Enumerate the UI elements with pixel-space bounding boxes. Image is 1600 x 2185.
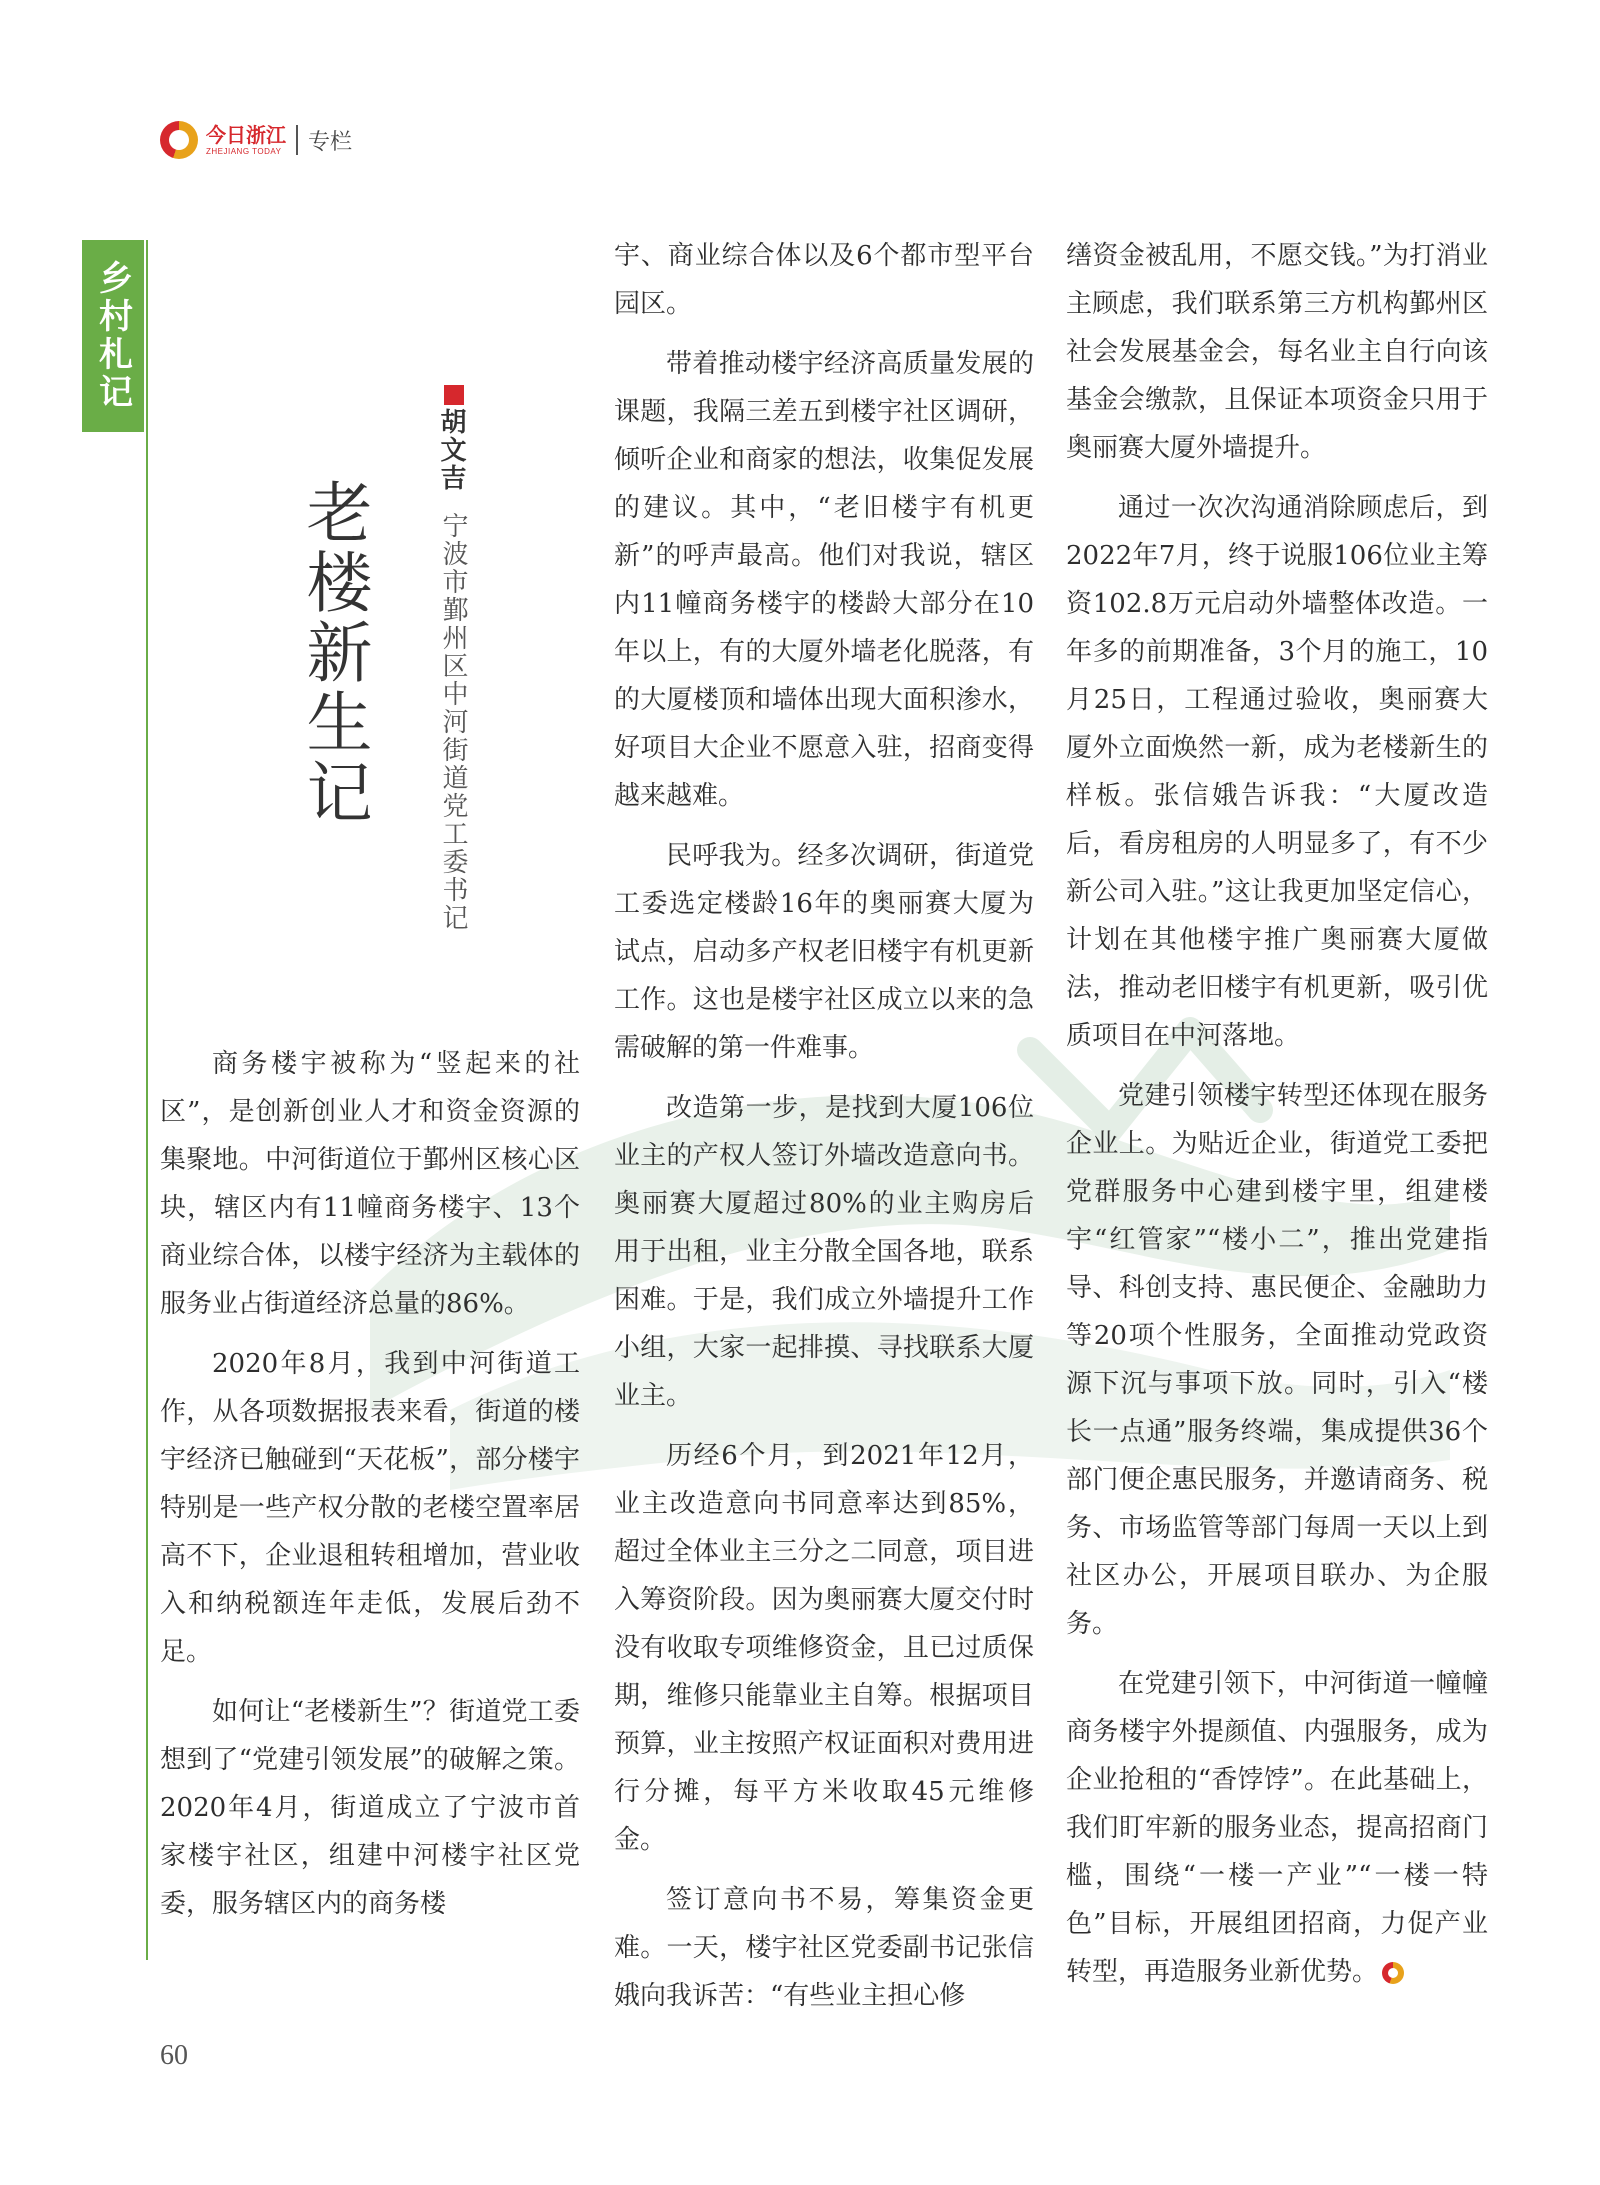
author-name: 胡文吉	[436, 408, 466, 492]
header-divider	[296, 125, 298, 155]
section-label: 专栏	[308, 129, 353, 155]
paragraph-continued: 宇、商业综合体以及6个都市型平台园区。	[614, 241, 1034, 319]
logo-cn-text: 今日浙江	[206, 122, 286, 147]
paragraph: 2020年8月，我到中河街道工作，从各项数据报表来看，街道的楼宇经济已触碰到“天花板”，部分楼宇特别是一些产权分散的老楼空置率居高不下，企业退租转租增加，营业收入和纳税额连年走低，发展后劲不足。	[160, 1349, 580, 1667]
text-column-2	[614, 232, 1034, 2032]
paragraph: 改造第一步，是找到大厦106位业主的产权人签订外墙改造意向书。奥丽赛大厦超过80%的业主购房后用于出租，业主分散全国各地，联系困难。于是，我们成立外墙提升工作小组，大家一起排摸、寻找联系大厦业主。	[614, 1093, 1034, 1411]
text-column-1	[160, 1040, 580, 1940]
end-mark-icon	[1382, 1962, 1404, 1984]
column-tag: 乡村札记	[82, 240, 144, 432]
left-rule-divider	[146, 240, 148, 1960]
paragraph: 带着推动楼宇经济高质量发展的课题，我隔三差五到楼宇社区调研，倾听企业和商家的想法，收集促发展的建议。其中，“老旧楼宇有机更新”的呼声最高。他们对我说，辖区内11幢商务楼宇的楼龄大部分在10年以上，有的大厦外墙老化脱落，有的大厦楼顶和墙体出现大面积渗水，好项目大企业不愿意入驻，招商变得越来越难。	[614, 349, 1034, 811]
paragraph-last	[1066, 1660, 1488, 1996]
page-header	[160, 118, 352, 162]
magazine-logo-icon	[160, 121, 198, 159]
paragraph: 通过一次次沟通消除顾虑后，到2022年7月，终于说服106位业主筹资102.8万元启动外墙整体改造。一年多的前期准备，3个月的施工，10月25日，工程通过验收，奥丽赛大厦外立面焕然一新，成为老楼新生的样板。张信娥告诉我：“大厦改造后，看房租房的人明显多了，有不少新公司入驻。”这让我更加坚定信心，计划在其他楼宇推广奥丽赛大厦做法，推动老旧楼宇有机更新，吸引优质项目在中河落地。	[1066, 493, 1488, 1051]
text-column-3	[1066, 232, 1488, 2008]
paragraph: 历经6个月，到2021年12月，业主改造意向书同意率达到85%，超过全体业主三分之二同意，项目进入筹资阶段。因为奥丽赛大厦交付时没有收取专项维修资金，且已过质保期，维修只能靠业主自筹。根据项目预算，业主按照产权证面积对费用进行分摊，每平方米收取45元维修金。	[614, 1441, 1034, 1855]
paragraph-continued: 缮资金被乱用，不愿交钱。”为打消业主顾虑，我们联系第三方机构鄞州区社会发展基金会，每名业主自行向该基金会缴款，且保证本项资金只用于奥丽赛大厦外墙提升。	[1066, 241, 1488, 463]
logo-en-text: ZHEJIANG TODAY	[206, 146, 282, 156]
magazine-logo	[206, 122, 286, 156]
paragraph: 党建引领楼宇转型还体现在服务企业上。为贴近企业，街道党工委把党群服务中心建到楼宇里，组建楼宇“红管家”“楼小二”，推出党建指导、科创支持、惠民便企、金融助力等20项个性服务，全面推动党政资源下沉与事项下放。同时，引入“楼长一点通”服务终端，集成提供36个部门便企惠民服务，并邀请商务、税务、市场监管等部门每周一天以上到社区办公，开展项目联办、为企服务。	[1066, 1081, 1488, 1639]
paragraph: 签订意向书不易，筹集资金更难。一天，楼宇社区党委副书记张信娥向我诉苦：“有些业主担心修	[614, 1885, 1034, 2011]
paragraph-text: 在党建引领下，中河街道一幢幢商务楼宇外提颜值、内强服务，成为企业抢租的“香饽饽”。在此基础上，我们盯牢新的服务业态，提高招商门槛，围绕“一楼一产业”“一楼一特色”目标，开展组团招商，力促产业转型，再造服务业新优势。	[1066, 1669, 1488, 1987]
paragraph: 如何让“老楼新生”？街道党工委想到了“党建引领发展”的破解之策。2020年4月，街道成立了宁波市首家楼宇社区，组建中河楼宇社区党委，服务辖区内的商务楼	[160, 1697, 580, 1919]
paragraph: 商务楼宇被称为“竖起来的社区”，是创新创业人才和资金资源的集聚地。中河街道位于鄞州区核心区块，辖区内有11幢商务楼宇、13个商业综合体，以楼宇经济为主载体的服务业占街道经济总量的86%。	[160, 1049, 580, 1319]
author-marker-square	[444, 385, 464, 405]
author-title: 宁波市鄞州区中河街道党工委书记	[438, 512, 468, 932]
article-title: 老楼新生记	[295, 478, 372, 828]
page-number: 60	[160, 2040, 188, 2071]
paragraph: 民呼我为。经多次调研，街道党工委选定楼龄16年的奥丽赛大厦为试点，启动多产权老旧楼宇有机更新工作。这也是楼宇社区成立以来的急需破解的第一件难事。	[614, 841, 1034, 1063]
